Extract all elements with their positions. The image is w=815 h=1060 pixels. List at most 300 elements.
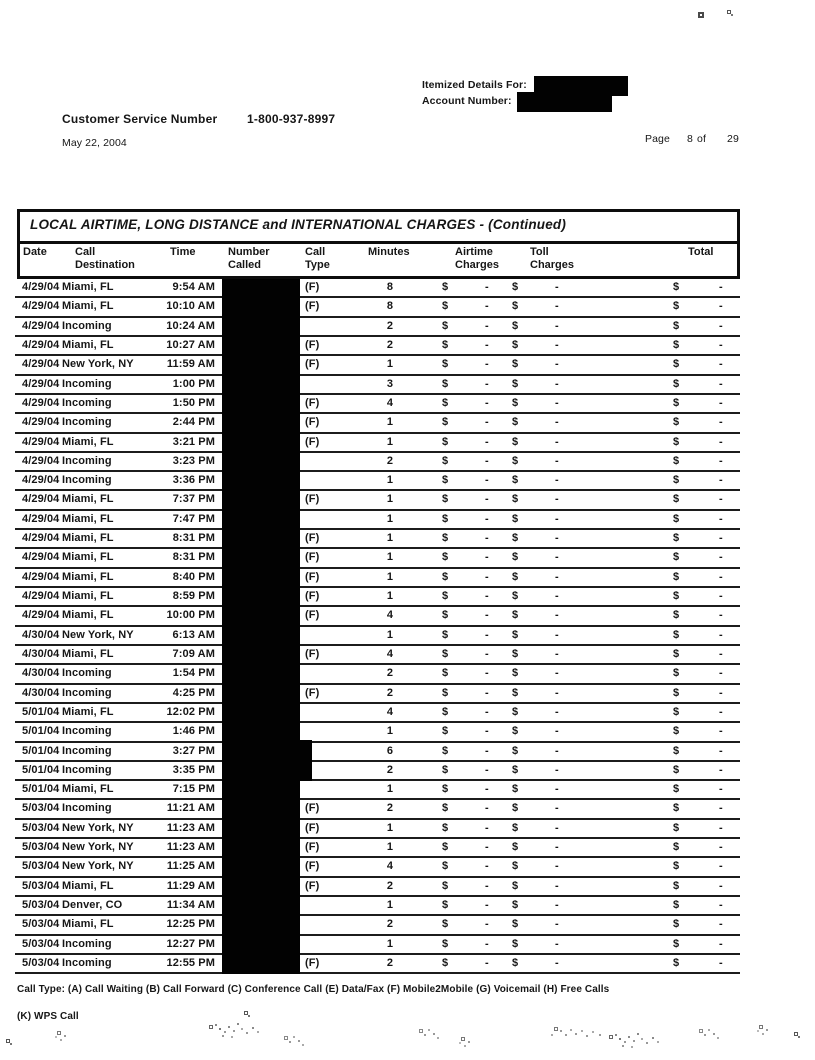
- cell-total-currency: $: [673, 454, 680, 467]
- cell-toll-amount: -: [555, 590, 559, 602]
- cell-minutes: 8: [386, 300, 394, 313]
- cell-date: 4/29/04: [22, 454, 60, 467]
- customer-service-number: 1-800-937-8997: [247, 112, 336, 126]
- table-row: [15, 491, 740, 510]
- cell-call-type: (F): [305, 956, 320, 969]
- cell-airtime-amount: -: [485, 705, 489, 718]
- scan-noise: [728, 11, 730, 13]
- scan-noise: [760, 1026, 762, 1028]
- cell-total-currency: $: [673, 956, 680, 969]
- cell-call-type: (F): [305, 841, 320, 854]
- cell-call-destination: Miami, FL: [62, 338, 114, 351]
- cell-date: 5/01/04: [22, 763, 60, 776]
- cell-toll-currency: $: [512, 358, 519, 371]
- scan-noise: [420, 1030, 422, 1032]
- cell-call-type: (F): [305, 551, 320, 564]
- cell-toll-currency: $: [512, 493, 519, 506]
- cell-airtime-amount: -: [485, 358, 489, 371]
- table-row: [15, 704, 740, 723]
- cell-toll-amount: -: [555, 744, 559, 757]
- cell-time: 3:27 PM: [172, 744, 215, 757]
- cell-total-currency: $: [673, 686, 680, 699]
- cell-airtime-amount: -: [485, 493, 489, 506]
- cell-call-type: (F): [305, 647, 320, 660]
- column-header-number-called: Number Called: [228, 246, 270, 271]
- cell-total-currency: $: [673, 937, 680, 950]
- cell-toll-amount: -: [555, 435, 559, 448]
- cell-toll-currency: $: [512, 609, 519, 622]
- cell-call-destination: Incoming: [62, 416, 112, 429]
- cell-airtime-currency: $: [442, 725, 449, 738]
- cell-toll-amount: -: [555, 628, 559, 641]
- cell-toll-amount: -: [555, 319, 559, 332]
- table-title: LOCAL AIRTIME, LONG DISTANCE and INTERNATIONAL CHARGES - (Continued): [20, 212, 737, 244]
- cell-toll-currency: $: [512, 705, 519, 718]
- cell-toll-amount: -: [555, 937, 559, 950]
- cell-airtime-currency: $: [442, 551, 449, 564]
- cell-time: 11:21 AM: [166, 802, 215, 815]
- table-row: [15, 530, 740, 549]
- cell-date: 4/30/04: [22, 628, 60, 641]
- column-header-airtime-charges: Airtime Charges: [455, 246, 500, 271]
- cell-date: 4/29/04: [22, 590, 60, 602]
- page-of-label: of: [697, 133, 706, 145]
- cell-time: 10:10 AM: [166, 300, 215, 313]
- cell-airtime-amount: -: [485, 590, 489, 602]
- cell-minutes: 6: [386, 744, 394, 757]
- customer-service-label: Customer Service Number: [62, 112, 218, 126]
- cell-total-amount: -: [719, 628, 723, 641]
- cell-date: 4/29/04: [22, 512, 60, 525]
- cell-date: 5/03/04: [22, 879, 60, 892]
- cell-airtime-currency: $: [442, 860, 449, 873]
- table-row: [15, 472, 740, 491]
- cell-airtime-amount: -: [485, 300, 489, 313]
- cell-call-type: (F): [305, 493, 320, 506]
- table-row: [15, 916, 740, 935]
- cell-toll-amount: -: [555, 551, 559, 564]
- cell-toll-amount: -: [555, 841, 559, 854]
- cell-airtime-currency: $: [442, 763, 449, 776]
- cell-total-amount: -: [719, 338, 723, 351]
- cell-toll-amount: -: [555, 686, 559, 699]
- table-row: [15, 588, 740, 607]
- cell-time: 8:59 PM: [172, 590, 215, 602]
- cell-toll-currency: $: [512, 570, 519, 583]
- cell-airtime-amount: -: [485, 532, 489, 545]
- cell-time: 7:15 PM: [172, 783, 215, 796]
- cell-minutes: 1: [386, 570, 394, 583]
- table-row: [15, 858, 740, 877]
- cell-toll-amount: -: [555, 821, 559, 834]
- cell-total-amount: -: [719, 396, 723, 409]
- cell-airtime-amount: -: [485, 783, 489, 796]
- cell-call-destination: Miami, FL: [62, 512, 114, 525]
- cell-total-amount: -: [719, 821, 723, 834]
- cell-total-currency: $: [673, 879, 680, 892]
- cell-call-type: (F): [305, 590, 320, 602]
- cell-call-type: (F): [305, 532, 320, 545]
- cell-call-type: (F): [305, 802, 320, 815]
- cell-call-destination: Miami, FL: [62, 705, 114, 718]
- cell-toll-amount: -: [555, 725, 559, 738]
- cell-total-amount: -: [719, 802, 723, 815]
- cell-toll-currency: $: [512, 899, 519, 911]
- cell-toll-currency: $: [512, 647, 519, 660]
- cell-toll-currency: $: [512, 744, 519, 757]
- cell-toll-amount: -: [555, 705, 559, 718]
- page-total: 29: [727, 133, 739, 145]
- cell-call-destination: Miami, FL: [62, 493, 114, 506]
- cell-total-amount: -: [719, 841, 723, 854]
- cell-toll-amount: -: [555, 416, 559, 429]
- cell-minutes: 2: [386, 956, 394, 969]
- cell-airtime-currency: $: [442, 377, 449, 390]
- table-row: [15, 298, 740, 317]
- cell-date: 5/01/04: [22, 705, 60, 718]
- cell-toll-currency: $: [512, 937, 519, 950]
- cell-date: 4/29/04: [22, 435, 60, 448]
- cell-date: 5/03/04: [22, 956, 60, 969]
- cell-call-destination: Miami, FL: [62, 300, 114, 313]
- cell-total-amount: -: [719, 319, 723, 332]
- cell-call-destination: New York, NY: [62, 860, 134, 873]
- table-row: [15, 762, 740, 781]
- cell-minutes: 1: [386, 551, 394, 564]
- cell-total-amount: -: [719, 281, 723, 293]
- cell-minutes: 4: [386, 860, 394, 873]
- cell-minutes: 2: [386, 918, 394, 931]
- cell-minutes: 4: [386, 609, 394, 622]
- cell-total-currency: $: [673, 532, 680, 545]
- cell-toll-amount: -: [555, 358, 559, 371]
- cell-minutes: 1: [386, 435, 394, 448]
- cell-airtime-currency: $: [442, 647, 449, 660]
- cell-total-amount: -: [719, 956, 723, 969]
- cell-minutes: 1: [386, 821, 394, 834]
- cell-airtime-amount: -: [485, 319, 489, 332]
- cell-minutes: 1: [386, 532, 394, 545]
- cell-date: 4/29/04: [22, 532, 60, 545]
- cell-total-amount: -: [719, 512, 723, 525]
- cell-toll-currency: $: [512, 628, 519, 641]
- cell-time: 7:47 PM: [172, 512, 215, 525]
- cell-call-destination: Incoming: [62, 667, 112, 680]
- cell-total-amount: -: [719, 551, 723, 564]
- cell-toll-currency: $: [512, 783, 519, 796]
- cell-total-currency: $: [673, 628, 680, 641]
- cell-date: 4/29/04: [22, 416, 60, 429]
- cell-call-type: (F): [305, 396, 320, 409]
- cell-call-destination: New York, NY: [62, 841, 134, 854]
- cell-minutes: 1: [386, 628, 394, 641]
- cell-minutes: 2: [386, 802, 394, 815]
- cell-toll-currency: $: [512, 532, 519, 545]
- table-row: [15, 897, 740, 916]
- cell-call-destination: Miami, FL: [62, 879, 114, 892]
- cell-call-type: (F): [305, 281, 320, 293]
- cell-call-destination: Incoming: [62, 396, 112, 409]
- cell-airtime-currency: $: [442, 281, 449, 293]
- cell-total-amount: -: [719, 377, 723, 390]
- cell-total-amount: -: [719, 725, 723, 738]
- account-number-redaction: [517, 92, 612, 112]
- cell-total-amount: -: [719, 493, 723, 506]
- cell-toll-amount: -: [555, 512, 559, 525]
- cell-toll-currency: $: [512, 725, 519, 738]
- cell-minutes: 1: [386, 841, 394, 854]
- cell-minutes: 1: [386, 474, 394, 487]
- cell-airtime-amount: -: [485, 435, 489, 448]
- cell-airtime-currency: $: [442, 590, 449, 602]
- cell-airtime-currency: $: [442, 454, 449, 467]
- number-called-redaction-wide: [222, 740, 312, 781]
- cell-date: 4/29/04: [22, 377, 60, 390]
- cell-total-amount: -: [719, 744, 723, 757]
- cell-minutes: 2: [386, 319, 394, 332]
- cell-total-amount: -: [719, 667, 723, 680]
- cell-toll-currency: $: [512, 821, 519, 834]
- cell-toll-amount: -: [555, 396, 559, 409]
- cell-date: 5/01/04: [22, 725, 60, 738]
- scan-noise: [700, 14, 702, 16]
- cell-airtime-amount: -: [485, 899, 489, 911]
- table-row: [15, 781, 740, 800]
- scan-noise: [7, 1040, 9, 1042]
- cell-time: 1:46 PM: [172, 725, 215, 738]
- cell-airtime-amount: -: [485, 628, 489, 641]
- cell-call-type: (F): [305, 609, 320, 622]
- cell-total-currency: $: [673, 396, 680, 409]
- cell-airtime-amount: -: [485, 918, 489, 931]
- cell-time: 3:23 PM: [172, 454, 215, 467]
- cell-toll-amount: -: [555, 802, 559, 815]
- table-row: [15, 646, 740, 665]
- cell-toll-currency: $: [512, 860, 519, 873]
- cell-airtime-amount: -: [485, 763, 489, 776]
- cell-total-amount: -: [719, 647, 723, 660]
- cell-airtime-currency: $: [442, 358, 449, 371]
- cell-time: 9:54 AM: [172, 281, 215, 293]
- cell-minutes: 4: [386, 396, 394, 409]
- cell-minutes: 1: [386, 725, 394, 738]
- column-header-date: Date: [23, 246, 47, 258]
- cell-airtime-currency: $: [442, 338, 449, 351]
- table-row: [15, 627, 740, 646]
- cell-total-amount: -: [719, 879, 723, 892]
- scan-noise: [210, 1026, 212, 1028]
- cell-total-currency: $: [673, 493, 680, 506]
- cell-call-type: (F): [305, 570, 320, 583]
- table-row: [15, 607, 740, 626]
- cell-airtime-amount: -: [485, 474, 489, 487]
- cell-time: 11:59 AM: [166, 358, 215, 371]
- cell-total-currency: $: [673, 763, 680, 776]
- cell-toll-currency: $: [512, 377, 519, 390]
- cell-toll-currency: $: [512, 300, 519, 313]
- cell-total-currency: $: [673, 647, 680, 660]
- cell-date: 4/29/04: [22, 493, 60, 506]
- cell-date: 4/30/04: [22, 667, 60, 680]
- cell-call-destination: Miami, FL: [62, 551, 114, 564]
- cell-time: 11:23 AM: [166, 841, 215, 854]
- cell-total-currency: $: [673, 551, 680, 564]
- cell-airtime-currency: $: [442, 879, 449, 892]
- cell-time: 1:54 PM: [172, 667, 215, 680]
- cell-toll-amount: -: [555, 899, 559, 911]
- cell-airtime-currency: $: [442, 802, 449, 815]
- cell-toll-currency: $: [512, 879, 519, 892]
- cell-toll-amount: -: [555, 474, 559, 487]
- cell-time: 7:37 PM: [172, 493, 215, 506]
- cell-airtime-currency: $: [442, 667, 449, 680]
- cell-call-destination: New York, NY: [62, 821, 134, 834]
- cell-call-destination: Incoming: [62, 377, 112, 390]
- cell-airtime-currency: $: [442, 686, 449, 699]
- cell-time: 10:27 AM: [166, 338, 215, 351]
- cell-total-amount: -: [719, 899, 723, 911]
- table-row: [15, 955, 740, 974]
- cell-airtime-currency: $: [442, 821, 449, 834]
- cell-toll-amount: -: [555, 570, 559, 583]
- cell-airtime-amount: -: [485, 879, 489, 892]
- cell-total-currency: $: [673, 281, 680, 293]
- cell-airtime-amount: -: [485, 956, 489, 969]
- account-number-label: Account Number:: [422, 95, 512, 107]
- cell-date: 5/03/04: [22, 937, 60, 950]
- cell-airtime-currency: $: [442, 609, 449, 622]
- cell-call-type: (F): [305, 338, 320, 351]
- cell-call-destination: Miami, FL: [62, 647, 114, 660]
- scan-noise: [700, 1030, 702, 1032]
- cell-toll-amount: -: [555, 763, 559, 776]
- cell-call-type: (F): [305, 358, 320, 371]
- cell-date: 5/03/04: [22, 899, 60, 911]
- cell-call-destination: Miami, FL: [62, 590, 114, 602]
- cell-date: 5/03/04: [22, 860, 60, 873]
- cell-toll-currency: $: [512, 956, 519, 969]
- cell-toll-currency: $: [512, 802, 519, 815]
- cell-date: 5/03/04: [22, 841, 60, 854]
- cell-total-currency: $: [673, 319, 680, 332]
- cell-toll-amount: -: [555, 783, 559, 796]
- cell-call-destination: Miami, FL: [62, 281, 114, 293]
- column-header-total: Total: [688, 246, 714, 258]
- table-row: [15, 337, 740, 356]
- scan-noise: [795, 1033, 797, 1035]
- call-type-legend: Call Type: (A) Call Waiting (B) Call Forward (C) Conference Call (E) Data/Fax (F) Mobile2Mobile (G) Voicemail (H) Free Calls: [17, 984, 610, 995]
- cell-airtime-currency: $: [442, 956, 449, 969]
- cell-airtime-amount: -: [485, 454, 489, 467]
- scan-noise: [462, 1038, 464, 1040]
- cell-airtime-currency: $: [442, 570, 449, 583]
- cell-airtime-currency: $: [442, 899, 449, 911]
- cell-call-type: (F): [305, 879, 320, 892]
- cell-airtime-amount: -: [485, 396, 489, 409]
- cell-total-currency: $: [673, 377, 680, 390]
- cell-airtime-currency: $: [442, 628, 449, 641]
- cell-total-currency: $: [673, 570, 680, 583]
- cell-date: 4/29/04: [22, 300, 60, 313]
- cell-airtime-currency: $: [442, 937, 449, 950]
- cell-date: 5/01/04: [22, 744, 60, 757]
- cell-toll-currency: $: [512, 686, 519, 699]
- cell-time: 8:40 PM: [172, 570, 215, 583]
- cell-airtime-amount: -: [485, 377, 489, 390]
- cell-date: 4/29/04: [22, 396, 60, 409]
- cell-time: 11:23 AM: [166, 821, 215, 834]
- cell-toll-amount: -: [555, 860, 559, 873]
- cell-call-destination: Miami, FL: [62, 532, 114, 545]
- cell-call-type: (F): [305, 416, 320, 429]
- cell-airtime-currency: $: [442, 841, 449, 854]
- wps-call-note: (K) WPS Call: [17, 1011, 79, 1022]
- cell-total-currency: $: [673, 899, 680, 911]
- cell-time: 8:31 PM: [172, 551, 215, 564]
- cell-minutes: 1: [386, 358, 394, 371]
- page-current: 8: [687, 133, 693, 145]
- cell-date: 4/29/04: [22, 319, 60, 332]
- cell-time: 8:31 PM: [172, 532, 215, 545]
- cell-total-currency: $: [673, 841, 680, 854]
- cell-total-amount: -: [719, 300, 723, 313]
- cell-date: 5/03/04: [22, 821, 60, 834]
- cell-total-amount: -: [719, 454, 723, 467]
- cell-airtime-currency: $: [442, 512, 449, 525]
- cell-time: 11:25 AM: [166, 860, 215, 873]
- cell-time: 12:02 PM: [166, 705, 215, 718]
- cell-total-currency: $: [673, 725, 680, 738]
- cell-airtime-amount: -: [485, 686, 489, 699]
- cell-total-amount: -: [719, 686, 723, 699]
- cell-toll-amount: -: [555, 609, 559, 622]
- cell-total-currency: $: [673, 783, 680, 796]
- cell-total-currency: $: [673, 860, 680, 873]
- column-header-toll-charges: Toll Charges: [530, 246, 575, 271]
- cell-total-amount: -: [719, 609, 723, 622]
- cell-airtime-currency: $: [442, 532, 449, 545]
- cell-call-destination: Incoming: [62, 454, 112, 467]
- cell-toll-currency: $: [512, 435, 519, 448]
- cell-airtime-amount: -: [485, 551, 489, 564]
- cell-minutes: 1: [386, 590, 394, 602]
- cell-time: 2:44 PM: [172, 416, 215, 429]
- table-row: [15, 376, 740, 395]
- cell-airtime-amount: -: [485, 281, 489, 293]
- cell-time: 4:25 PM: [172, 686, 215, 699]
- cell-minutes: 1: [386, 937, 394, 950]
- cell-airtime-amount: -: [485, 416, 489, 429]
- cell-airtime-currency: $: [442, 744, 449, 757]
- table-row: [15, 878, 740, 897]
- cell-time: 3:21 PM: [172, 435, 215, 448]
- cell-total-amount: -: [719, 358, 723, 371]
- cell-airtime-currency: $: [442, 396, 449, 409]
- cell-minutes: 3: [386, 377, 394, 390]
- cell-airtime-amount: -: [485, 512, 489, 525]
- cell-toll-amount: -: [555, 647, 559, 660]
- scan-noise: [245, 1012, 247, 1014]
- cell-date: 4/29/04: [22, 338, 60, 351]
- cell-call-destination: Incoming: [62, 956, 112, 969]
- number-called-redaction: [222, 279, 300, 974]
- cell-airtime-currency: $: [442, 435, 449, 448]
- cell-toll-amount: -: [555, 918, 559, 931]
- cell-date: 5/03/04: [22, 918, 60, 931]
- column-header-call-destination: Call Destination: [75, 246, 135, 271]
- table-row: [15, 569, 740, 588]
- cell-airtime-amount: -: [485, 802, 489, 815]
